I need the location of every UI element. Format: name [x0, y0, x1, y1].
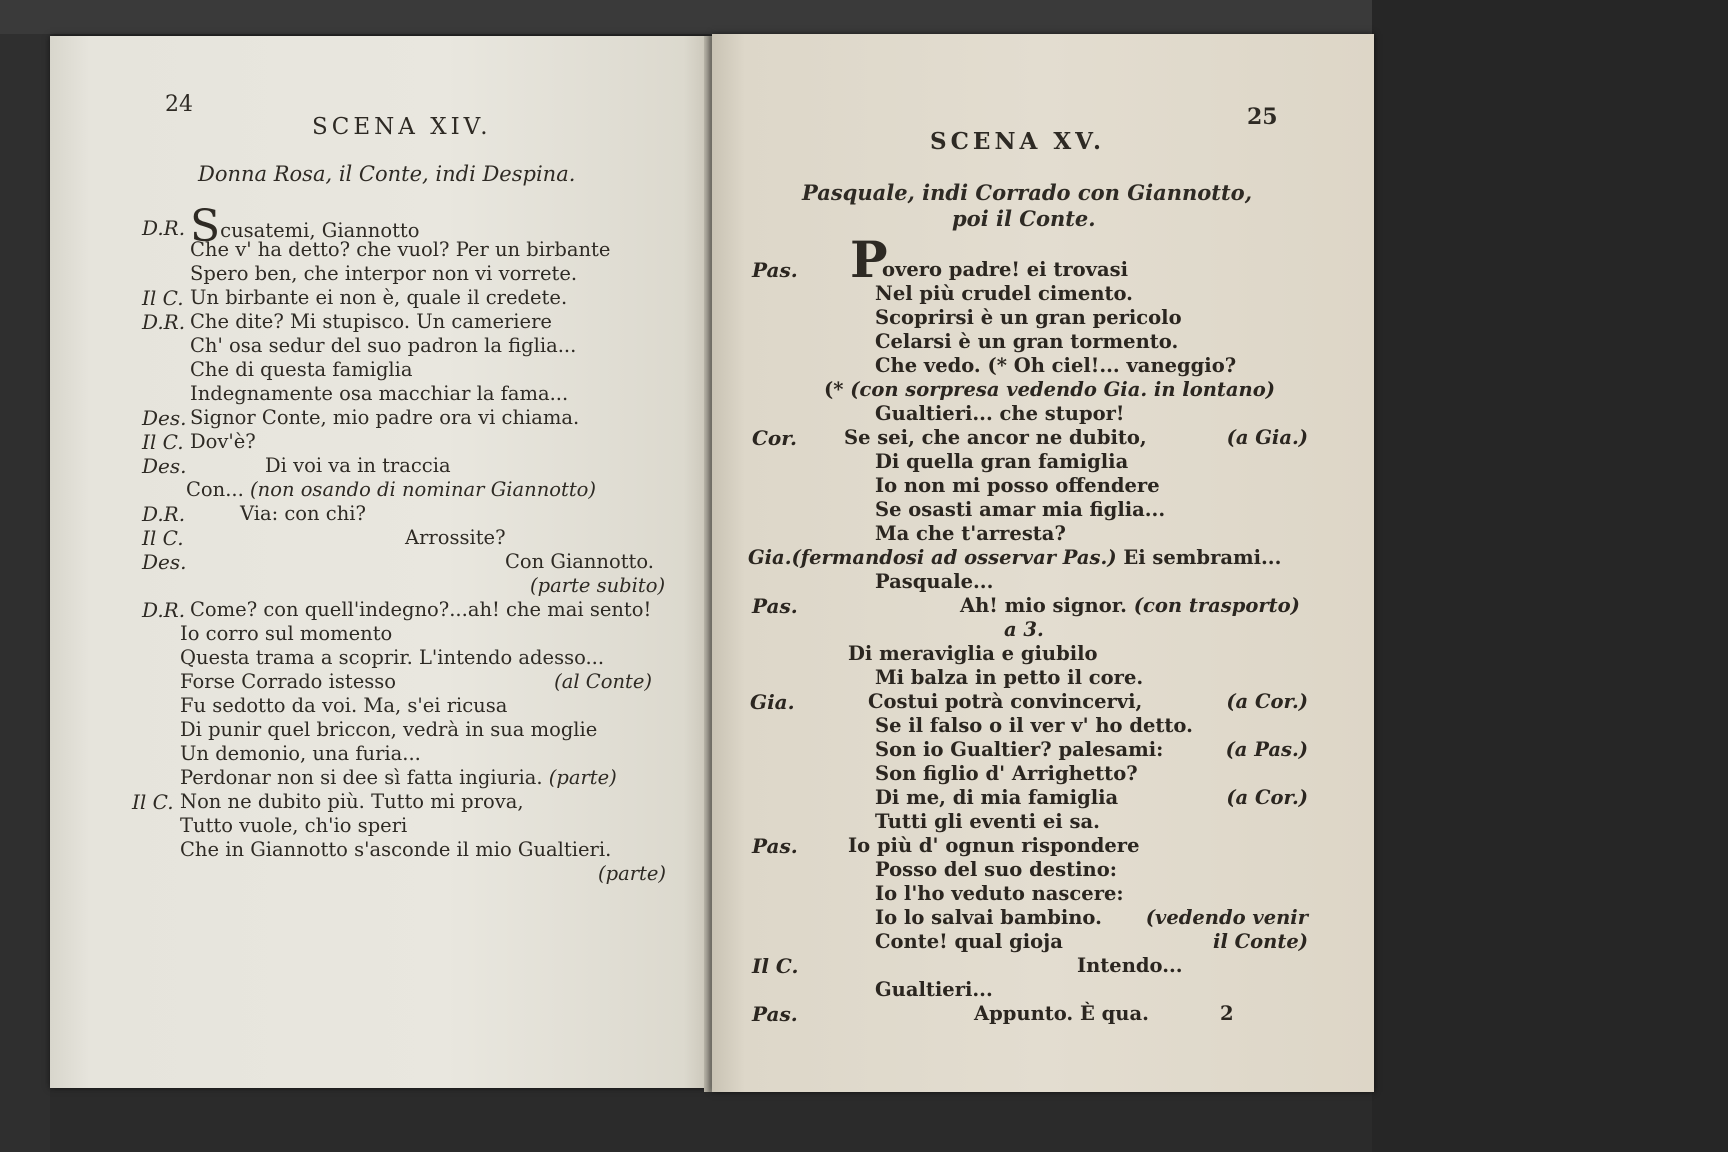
scene-subtitle-right-2: poi il Conte. [952, 206, 1096, 231]
stage-direction: (non osando di nominar Giannotto) [250, 478, 597, 501]
verse-line: Dov'è? [190, 430, 256, 453]
speaker-label: Pas. [752, 594, 798, 618]
stage-direction: (con trasporto) [1133, 594, 1300, 617]
stage-direction: (a Cor.) [1226, 690, 1308, 713]
right-page [712, 34, 1374, 1092]
verse-line: Gualtieri... [875, 978, 993, 1001]
verse-line [844, 426, 1308, 450]
verse-line: Gualtieri... che stupor! [875, 402, 1125, 425]
verse-line: Se il falso o il ver v' ho detto. [875, 714, 1193, 737]
verse-text: Con... [186, 478, 244, 501]
verse-line: Non ne dubito più. Tutto mi prova, [180, 790, 524, 813]
verse-line: Ma che t'arresta? [875, 522, 1066, 545]
verse-line: Di voi va in traccia [265, 454, 451, 477]
stage-direction: (parte) [598, 862, 667, 885]
scene-subtitle-left: Donna Rosa, il Conte, indi Despina. [198, 162, 576, 186]
verse-line [875, 930, 1308, 954]
verse-text: Forse Corrado istesso [180, 670, 396, 693]
verse-line [824, 378, 1275, 402]
verse-line: Un demonio, una furia... [180, 742, 421, 765]
verse-line: Nel più crudel cimento. [875, 282, 1133, 305]
verse-text: cusatemi, Giannotto [220, 219, 420, 242]
verse-line: Fu sedotto da voi. Ma, s'ei ricusa [180, 694, 508, 717]
verse-text: Perdonar non si dee sì fatta ingiuria. [180, 766, 543, 789]
verse-line: Via: con chi? [240, 502, 366, 525]
verse-line: Se osasti amar mia figlia... [875, 498, 1166, 521]
verse-line: Celarsi è un gran tormento. [875, 330, 1179, 353]
speaker-label: Pas. [752, 834, 798, 858]
verse-line: Spero ben, che interpor non vi vorrete. [190, 262, 578, 285]
verse-line [748, 546, 1281, 570]
speaker-label: Des. [142, 406, 187, 430]
drop-cap: P [850, 230, 888, 289]
verse-text: Di me, di mia famiglia [875, 786, 1119, 809]
verse-line: Son figlio d' Arrighetto? [875, 762, 1138, 785]
drop-cap: S [190, 201, 221, 252]
speaker-label: Il C. [132, 790, 174, 814]
stage-direction: (fermandosi ad osservar Pas.) [791, 546, 1117, 569]
scene-title-left: SCENA XIV. [312, 114, 492, 140]
verse-text: Ah! mio signor. [960, 594, 1127, 617]
stage-direction: a 3. [1004, 618, 1044, 641]
scanner-left-edge [0, 34, 50, 1152]
stage-direction: (parte) [548, 766, 617, 789]
verse-line: Con Giannotto. [505, 550, 654, 573]
speaker-label: Pas. [752, 258, 798, 282]
verse-line: Io corro sul momento [180, 622, 393, 645]
verse-text: Conte! qual gioja [875, 930, 1063, 953]
verse-line: Io l'ho veduto nascere: [875, 882, 1124, 905]
verse-line: overo padre! ei trovasi [882, 258, 1128, 281]
scanner-background-right [1372, 0, 1728, 1152]
verse-line: Io non mi posso offendere [875, 474, 1160, 497]
speaker-label: Gia. [750, 690, 795, 714]
speaker-label: Il C. [752, 954, 799, 978]
verse-line: Arrossite? [405, 526, 506, 549]
verse-line [180, 670, 652, 694]
stage-direction: (parte subito) [530, 574, 666, 597]
verse-line [868, 690, 1308, 714]
scene-subtitle-right: Pasquale, indi Corrado con Giannotto, [802, 180, 1253, 205]
page-number-right: 25 [1247, 104, 1278, 130]
verse-line: Signor Conte, mio padre ora vi chiama. [190, 406, 580, 429]
left-page [50, 36, 710, 1088]
verse-line: Di quella gran famiglia [875, 450, 1129, 473]
verse-line: Scoprirsi è un gran pericolo [875, 306, 1182, 329]
verse-text: Son io Gualtier? palesami: [875, 738, 1164, 761]
verse-line: Un birbante ei non è, quale il credete. [190, 286, 568, 309]
verse-line [875, 738, 1308, 762]
verse-text: Io lo salvai bambino. [875, 906, 1102, 929]
verse-line [875, 786, 1308, 810]
verse-line [180, 766, 617, 790]
verse-line [960, 594, 1300, 618]
verse-text: Costui potrà convincervi, [868, 690, 1143, 713]
verse-line: Posso del suo destino: [875, 858, 1117, 881]
verse-line: Che vedo. (* Oh ciel!... vaneggio? [875, 354, 1237, 377]
speaker-label: Des. [142, 454, 187, 478]
speaker-label: Pas. [752, 1002, 798, 1026]
stage-direction: (vedendo venir [1145, 906, 1308, 929]
verse-line: Tutti gli eventi ei sa. [875, 810, 1100, 833]
verse-line: Di punir quel briccon, vedrà in sua moglie [180, 718, 598, 741]
speaker-label: Cor. [752, 426, 797, 450]
signature-mark: 2 [1220, 1002, 1234, 1025]
verse-line: Come? con quell'indegno?...ah! che mai sento! [190, 598, 652, 621]
verse-text: Ei sembrami... [1123, 546, 1282, 569]
verse-line: Appunto. È qua. [974, 1002, 1149, 1025]
speaker-label: Il C. [142, 286, 184, 310]
stage-direction: (con sorpresa vedendo Gia. in lontano) [850, 378, 1275, 401]
speaker-label: Il C. [142, 526, 184, 550]
speaker-label: Des. [142, 550, 187, 574]
speaker-label: D.R. [142, 216, 186, 240]
speaker-label: D.R. [142, 502, 186, 526]
stage-direction: (al Conte) [554, 670, 652, 693]
stage-direction: (a Pas.) [1225, 738, 1308, 761]
verse-line: Intendo... [1077, 954, 1183, 977]
verse-line: Che dite? Mi stupisco. Un cameriere [190, 310, 552, 333]
speaker-label: D.R. [142, 310, 186, 334]
speaker-label: Il C. [142, 430, 184, 454]
verse-line: Io più d' ognun rispondere [848, 834, 1140, 857]
verse-line: Ch' osa sedur del suo padron la figlia... [190, 334, 577, 357]
stage-direction: (a Gia.) [1226, 426, 1308, 449]
verse-text: Se sei, che ancor ne dubito, [844, 426, 1147, 449]
verse-line [186, 478, 596, 502]
verse-line [875, 906, 1308, 930]
page-number-left: 24 [165, 92, 193, 117]
speaker-label: D.R. [142, 598, 186, 622]
verse-line: Che di questa famiglia [190, 358, 413, 381]
verse-line: Tutto vuole, ch'io speri [180, 814, 408, 837]
scene-title-right: SCENA XV. [930, 128, 1105, 155]
verse-line: Di meraviglia e giubilo [848, 642, 1098, 665]
stage-direction: il Conte) [1213, 930, 1308, 953]
verse-line: Mi balza in petto il core. [875, 666, 1144, 689]
verse-line: Questa trama a scoprir. L'intendo adesso... [180, 646, 605, 669]
verse-line: Pasquale... [875, 570, 994, 593]
verse-line: Che v' ha detto? che vuol? Per un birbante [190, 238, 611, 261]
stage-direction: (a Cor.) [1226, 786, 1308, 809]
speaker-label: Gia. [748, 546, 792, 569]
verse-text: (* [824, 378, 851, 401]
verse-line: Indegnamente osa macchiar la fama... [190, 382, 569, 405]
verse-line: Che in Giannotto s'asconde il mio Gualtieri. [180, 838, 612, 861]
